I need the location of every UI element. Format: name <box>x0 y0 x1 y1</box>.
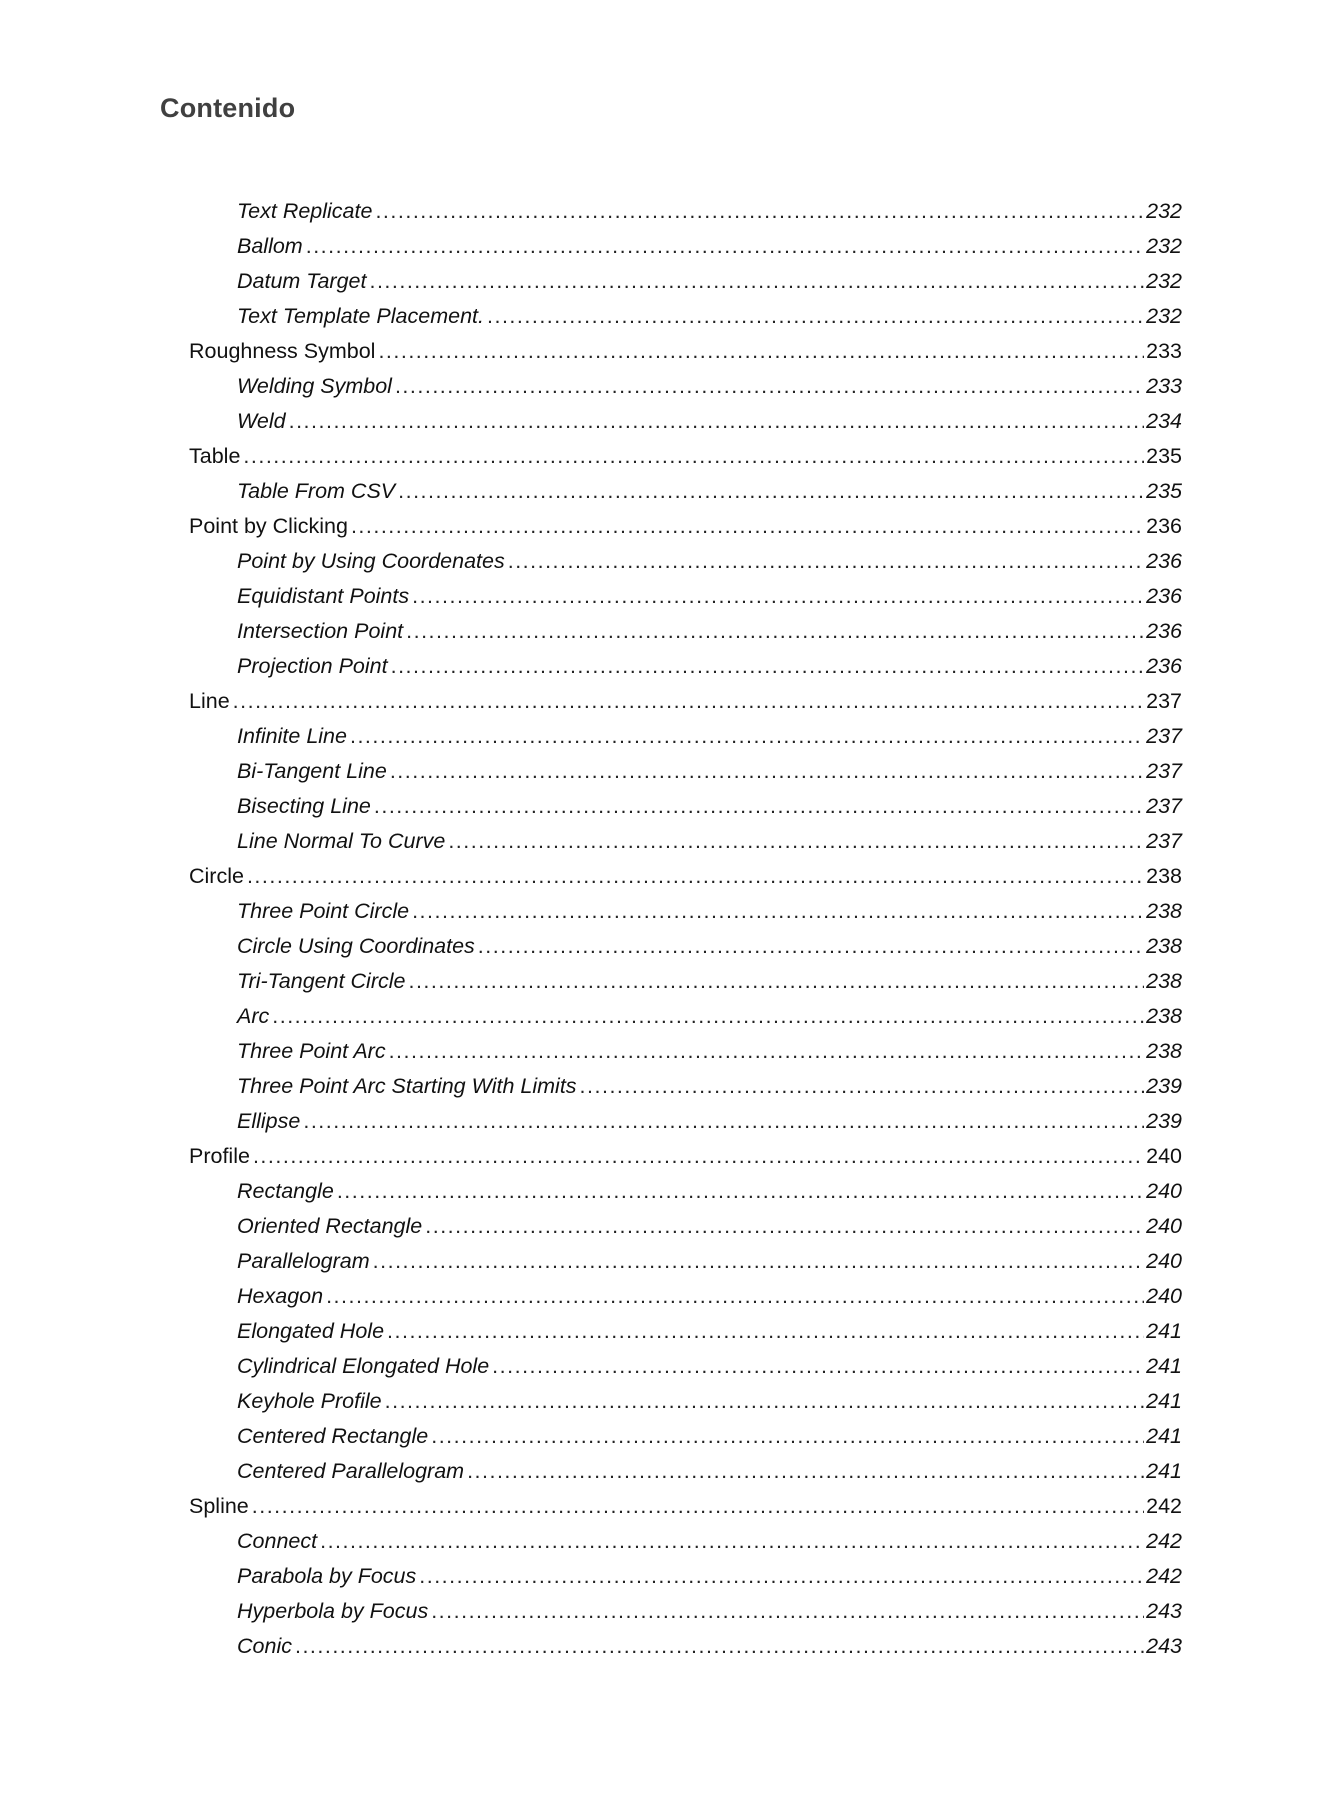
dot-leader <box>395 369 1144 404</box>
toc-entry[interactable] <box>0 1594 1182 1629</box>
dot-leader <box>253 1139 1144 1174</box>
toc-entry-page-number: 240 <box>1146 1249 1182 1273</box>
toc-entry-page-number: 243 <box>1146 1599 1182 1623</box>
dot-leader <box>303 1104 1144 1139</box>
toc-entry[interactable] <box>0 894 1182 929</box>
toc-entry[interactable] <box>0 474 1182 509</box>
toc-entry[interactable] <box>0 1559 1182 1594</box>
toc-entry-label: Roughness Symbol <box>189 339 376 363</box>
toc-entry-label: Table From CSV <box>237 479 396 503</box>
dot-leader <box>467 1454 1144 1489</box>
toc-entry-page-number: 239 <box>1146 1074 1182 1098</box>
dot-leader <box>385 1384 1145 1419</box>
toc-entry-label: Profile <box>189 1144 250 1168</box>
toc-entry-label: Line Normal To Curve <box>237 829 446 853</box>
page-title: Contenido <box>160 93 296 123</box>
toc-entry[interactable] <box>0 299 1182 334</box>
toc-entry-page-number: 240 <box>1146 1284 1182 1308</box>
dot-leader <box>252 1489 1144 1524</box>
dot-leader <box>295 1629 1144 1664</box>
toc-entry[interactable] <box>0 999 1182 1034</box>
dot-leader <box>448 824 1144 859</box>
toc-entry[interactable] <box>0 1279 1182 1314</box>
toc-entry-label: Parabola by Focus <box>237 1564 417 1588</box>
toc-entry[interactable] <box>0 1034 1182 1069</box>
toc-entry[interactable] <box>0 824 1182 859</box>
toc-entry-page-number: 238 <box>1146 969 1182 993</box>
toc-entry-page-number: 237 <box>1146 689 1182 713</box>
toc-entry[interactable] <box>0 1384 1182 1419</box>
toc-entry-label: Ellipse <box>237 1109 301 1133</box>
toc-entry-label: Conic <box>237 1634 292 1658</box>
toc-entry-page-number: 241 <box>1146 1319 1182 1343</box>
toc-entry-label: Spline <box>189 1494 249 1518</box>
dot-leader <box>478 929 1144 964</box>
toc-entry-page-number: 236 <box>1146 549 1182 573</box>
toc-entry[interactable] <box>0 1314 1182 1349</box>
dot-leader <box>431 1594 1144 1629</box>
toc-entry[interactable] <box>0 859 1182 894</box>
toc-entry[interactable] <box>0 1174 1182 1209</box>
toc-entry[interactable] <box>0 614 1182 649</box>
toc-entry[interactable] <box>0 649 1182 684</box>
dot-leader <box>272 999 1144 1034</box>
toc-entry-label: Welding Symbol <box>237 374 392 398</box>
dot-leader <box>487 299 1144 334</box>
toc-entry-page-number: 232 <box>1146 234 1182 258</box>
dot-leader <box>408 964 1144 999</box>
toc-entry-label: Three Point Arc Starting With Limits <box>237 1074 577 1098</box>
toc-entry[interactable] <box>0 1139 1182 1174</box>
toc-entry-page-number: 235 <box>1146 444 1182 468</box>
dot-leader <box>233 684 1144 719</box>
toc-entry-page-number: 235 <box>1146 479 1182 503</box>
toc-entry-label: Datum Target <box>237 269 367 293</box>
dot-leader <box>289 404 1145 439</box>
toc-entry-page-number: 240 <box>1146 1179 1182 1203</box>
dot-leader <box>337 1174 1144 1209</box>
dot-leader <box>412 579 1144 614</box>
toc-entry-page-number: 236 <box>1146 654 1182 678</box>
toc-entry-page-number: 237 <box>1146 829 1182 853</box>
toc-entry-page-number: 238 <box>1146 899 1182 923</box>
dot-leader <box>580 1069 1145 1104</box>
toc-entry-label: Infinite Line <box>237 724 347 748</box>
toc-entry[interactable] <box>0 964 1182 999</box>
toc-entry[interactable] <box>0 1209 1182 1244</box>
toc-entry[interactable] <box>0 789 1182 824</box>
toc-entry-label: Oriented Rectangle <box>237 1214 423 1238</box>
toc-entry-page-number: 232 <box>1146 199 1182 223</box>
toc-entry[interactable] <box>0 1104 1182 1139</box>
toc-entry-page-number: 243 <box>1146 1634 1182 1658</box>
toc-entry[interactable] <box>0 1244 1182 1279</box>
dot-leader <box>369 264 1144 299</box>
toc-entry-page-number: 242 <box>1146 1494 1182 1518</box>
toc-entry[interactable] <box>0 229 1182 264</box>
toc-entry[interactable] <box>0 1349 1182 1384</box>
toc-entry-page-number: 236 <box>1146 514 1182 538</box>
toc-entry[interactable] <box>0 684 1182 719</box>
toc-entry-page-number: 234 <box>1146 409 1182 433</box>
toc-entry-label: Hexagon <box>237 1284 324 1308</box>
dot-leader <box>243 439 1144 474</box>
toc-entry-page-number: 233 <box>1146 339 1182 363</box>
dot-leader <box>419 1559 1144 1594</box>
toc-entry-label: Centered Rectangle <box>237 1424 429 1448</box>
toc-entry-page-number: 237 <box>1146 759 1182 783</box>
toc-entry[interactable] <box>0 439 1182 474</box>
dot-leader <box>326 1279 1144 1314</box>
toc-entry[interactable] <box>0 1629 1182 1664</box>
toc-entry[interactable] <box>0 194 1182 229</box>
dot-leader <box>390 754 1144 789</box>
table-of-contents <box>0 194 1339 1664</box>
toc-entry[interactable] <box>0 579 1182 614</box>
toc-entry-label: Three Point Arc <box>237 1039 386 1063</box>
dot-leader <box>378 334 1144 369</box>
dot-leader <box>389 1034 1145 1069</box>
toc-entry-page-number: 242 <box>1146 1529 1182 1553</box>
dot-leader <box>373 1244 1144 1279</box>
toc-entry-label: Point by Clicking <box>189 514 348 538</box>
dot-leader <box>387 1314 1144 1349</box>
dot-leader <box>391 649 1145 684</box>
dot-leader <box>398 474 1144 509</box>
toc-entry-page-number: 232 <box>1146 269 1182 293</box>
dot-leader <box>350 719 1144 754</box>
toc-entry-label: Arc <box>237 1004 270 1028</box>
toc-entry-label: Circle Using Coordinates <box>237 934 475 958</box>
toc-entry-label: Tri-Tangent Circle <box>237 969 406 993</box>
toc-entry-label: Rectangle <box>237 1179 334 1203</box>
toc-entry-page-number: 241 <box>1146 1459 1182 1483</box>
toc-entry[interactable] <box>0 1419 1182 1454</box>
toc-entry-page-number: 236 <box>1146 584 1182 608</box>
toc-entry[interactable] <box>0 544 1182 579</box>
toc-entry[interactable] <box>0 929 1182 964</box>
toc-entry-label: Intersection Point <box>237 619 404 643</box>
toc-entry-label: Equidistant Points <box>237 584 410 608</box>
dot-leader <box>431 1419 1144 1454</box>
toc-entry-label: Keyhole Profile <box>237 1389 382 1413</box>
dot-leader <box>351 509 1144 544</box>
dot-leader <box>247 859 1144 894</box>
toc-entry-page-number: 232 <box>1146 304 1182 328</box>
toc-entry-label: Elongated Hole <box>237 1319 385 1343</box>
toc-entry-page-number: 237 <box>1146 794 1182 818</box>
toc-entry-page-number: 242 <box>1146 1564 1182 1588</box>
toc-entry[interactable] <box>0 1524 1182 1559</box>
toc-entry[interactable] <box>0 334 1182 369</box>
toc-entry[interactable] <box>0 754 1182 789</box>
dot-leader <box>492 1349 1144 1384</box>
dot-leader <box>508 544 1144 579</box>
toc-entry-page-number: 241 <box>1146 1424 1182 1448</box>
dot-leader <box>306 229 1144 264</box>
toc-entry-label: Point by Using Coordenates <box>237 549 505 573</box>
toc-entry-page-number: 238 <box>1146 864 1182 888</box>
toc-entry-page-number: 241 <box>1146 1354 1182 1378</box>
dot-leader <box>320 1524 1144 1559</box>
toc-entry-page-number: 241 <box>1146 1389 1182 1413</box>
toc-entry-label: Parallelogram <box>237 1249 370 1273</box>
dot-leader <box>406 614 1144 649</box>
toc-entry-page-number: 236 <box>1146 619 1182 643</box>
toc-entry[interactable] <box>0 264 1182 299</box>
toc-entry[interactable] <box>0 369 1182 404</box>
toc-entry-label: Hyperbola by Focus <box>237 1599 429 1623</box>
toc-entry-label: Line <box>189 689 230 713</box>
dot-leader <box>375 194 1144 229</box>
toc-entry-label: Projection Point <box>237 654 388 678</box>
toc-entry[interactable] <box>0 1069 1182 1104</box>
toc-entry-page-number: 240 <box>1146 1144 1182 1168</box>
toc-entry-label: Text Replicate <box>237 199 373 223</box>
toc-entry-label: Circle <box>189 864 244 888</box>
toc-entry-page-number: 238 <box>1146 1004 1182 1028</box>
toc-entry-label: Bisecting Line <box>237 794 371 818</box>
toc-entry-label: Cylindrical Elongated Hole <box>237 1354 490 1378</box>
toc-entry-page-number: 238 <box>1146 934 1182 958</box>
toc-entry[interactable] <box>0 1489 1182 1524</box>
toc-entry-label: Text Template Placement. <box>237 304 484 328</box>
toc-entry-page-number: 240 <box>1146 1214 1182 1238</box>
toc-entry[interactable] <box>0 1454 1182 1489</box>
toc-entry-page-number: 239 <box>1146 1109 1182 1133</box>
toc-entry-label: Connect <box>237 1529 318 1553</box>
dot-leader <box>374 789 1144 824</box>
toc-entry-page-number: 233 <box>1146 374 1182 398</box>
toc-entry[interactable] <box>0 404 1182 439</box>
toc-entry-label: Three Point Circle <box>237 899 410 923</box>
toc-entry-label: Ballom <box>237 234 303 258</box>
toc-entry-label: Table <box>189 444 241 468</box>
toc-entry-label: Bi-Tangent Line <box>237 759 387 783</box>
toc-entry-label: Weld <box>237 409 286 433</box>
toc-entry-page-number: 238 <box>1146 1039 1182 1063</box>
dot-leader <box>425 1209 1144 1244</box>
toc-entry-page-number: 237 <box>1146 724 1182 748</box>
toc-entry-label: Centered Parallelogram <box>237 1459 465 1483</box>
toc-entry[interactable] <box>0 509 1182 544</box>
dot-leader <box>412 894 1144 929</box>
toc-entry[interactable] <box>0 719 1182 754</box>
